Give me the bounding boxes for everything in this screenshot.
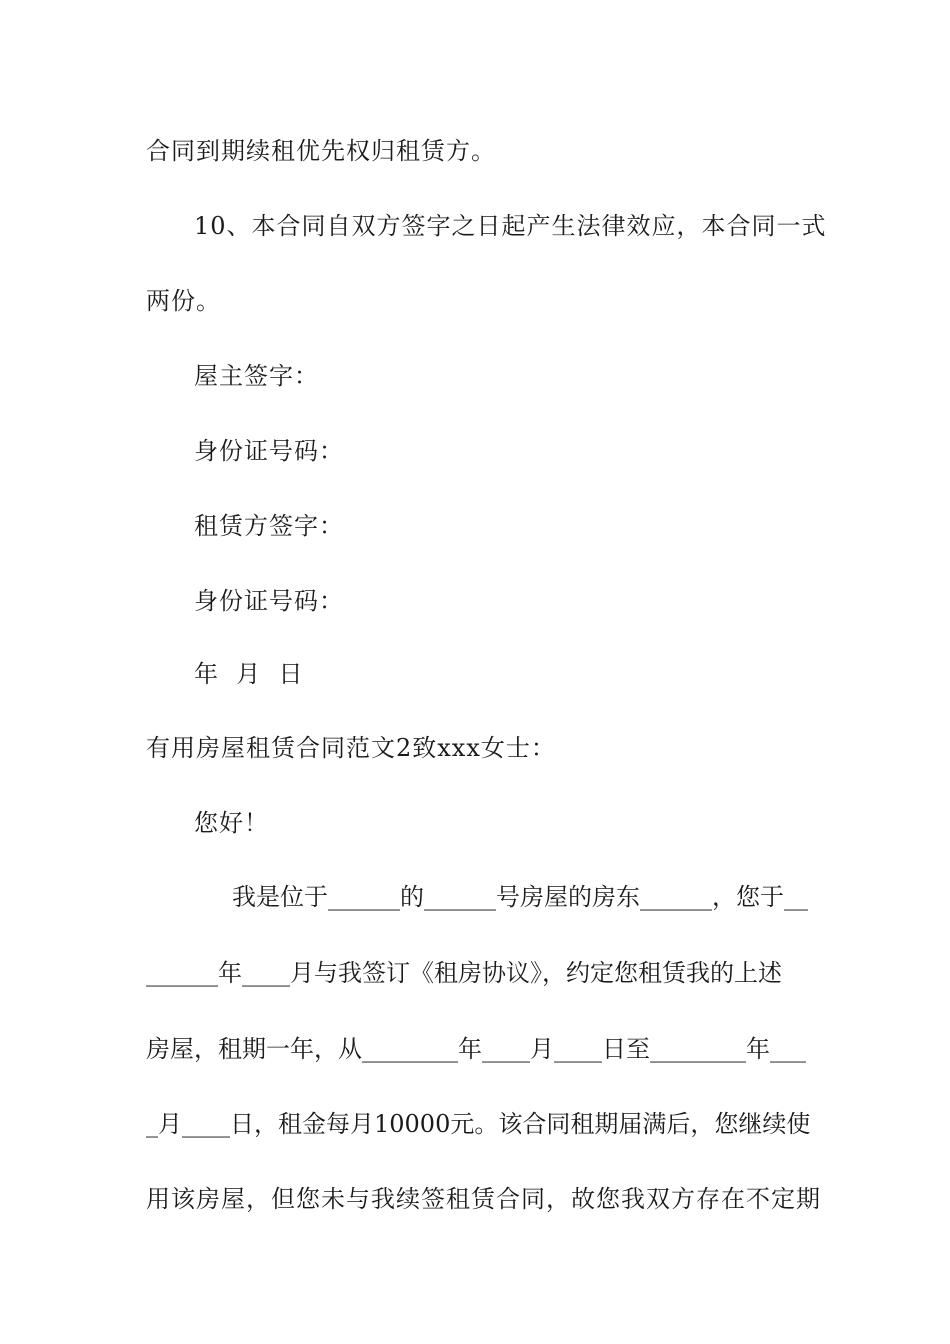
date-line: 年 月 日	[194, 660, 304, 688]
greeting-line: 您好！	[194, 809, 269, 837]
paragraph-line: 我是位于______的______号房屋的房东______，您于__	[232, 883, 808, 911]
clause-10-line: 10、本合同自双方签字之日起产生法律效应，本合同一式	[194, 212, 827, 240]
tenant-id-label: 身份证号码：	[194, 587, 344, 615]
paragraph-line: 两份。	[146, 287, 221, 315]
paragraph-line: ______年____月与我签订《租房协议》，约定您租赁我的上述	[146, 959, 782, 987]
paragraph-line: _月____日，租金每月10000元。该合同租期届满后，您继续使	[146, 1110, 811, 1138]
paragraph-line: 用该房屋，但您未与我续签租赁合同，故您我双方存在不定期	[146, 1185, 821, 1213]
paragraph-line: 房屋，租期一年，从________年____月____日至________年___	[146, 1035, 806, 1063]
section-heading: 有用房屋租赁合同范文2致xxx女士：	[146, 734, 556, 762]
landlord-id-label: 身份证号码：	[194, 437, 344, 465]
landlord-signature-label: 屋主签字：	[194, 362, 319, 390]
tenant-signature-label: 租赁方签字：	[194, 512, 344, 540]
paragraph-line: 合同到期续租优先权归租赁方。	[146, 137, 496, 165]
